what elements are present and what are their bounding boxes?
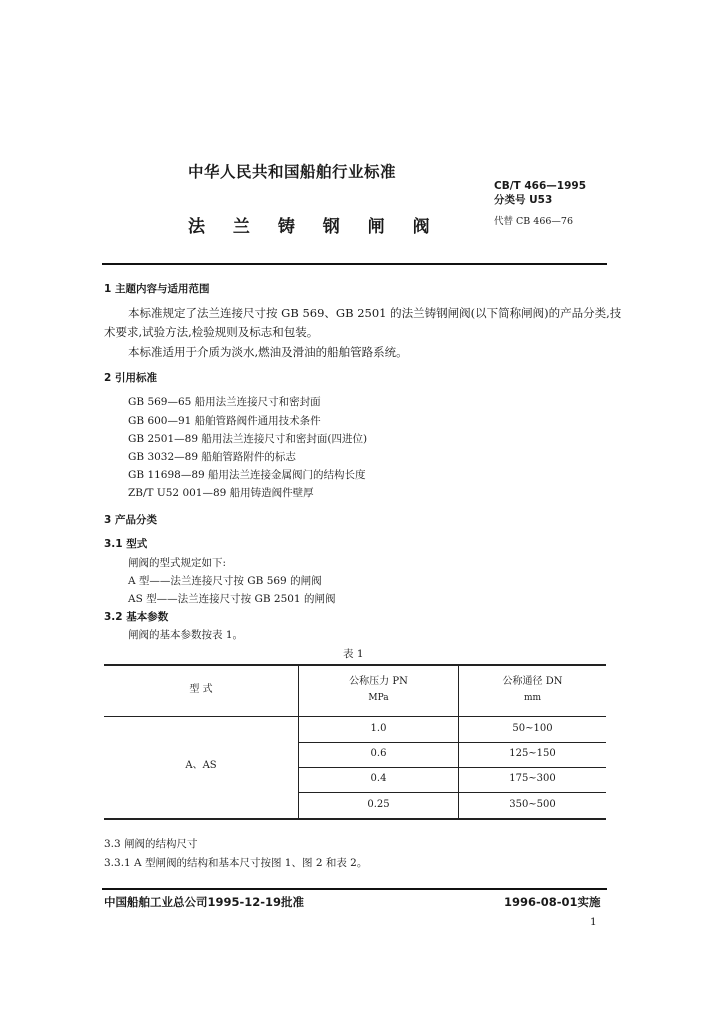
reference-item: GB 2501—89 船用法兰连接尺寸和密封面(四进位) bbox=[128, 433, 368, 445]
document-title: 法 兰 铸 钢 闸 阀 bbox=[188, 217, 436, 237]
header-nominal-diameter: 公称通径 DN bbox=[502, 676, 563, 687]
section-3-1-title: 3.1 型式 bbox=[104, 538, 148, 550]
reference-item: GB 3032—89 船舶管路附件的标志 bbox=[128, 451, 296, 463]
replaces-note: 代替 CB 466—76 bbox=[494, 216, 574, 227]
type-value: A、AS bbox=[185, 760, 217, 771]
effective-date: 1996-08-01实施 bbox=[504, 895, 601, 909]
header-diameter-unit: mm bbox=[523, 693, 542, 703]
type-a-definition: A 型——法兰连接尺寸按 GB 569 的闸阀 bbox=[128, 575, 322, 587]
header-type: 型 式 bbox=[189, 684, 213, 695]
section-1-paragraph-1-line-2: 术要求,试验方法,检验规则及标志和包装。 bbox=[104, 325, 319, 339]
table-cell-dn: 350~500 bbox=[509, 799, 556, 810]
type-as-definition: AS 型——法兰连接尺寸按 GB 2501 的闸阀 bbox=[128, 593, 336, 605]
reference-item: GB 569—65 船用法兰连接尺寸和密封面 bbox=[128, 396, 321, 408]
section-3-2-title: 3.2 基本参数 bbox=[104, 611, 169, 623]
table-cell-pn: 0.4 bbox=[370, 773, 387, 784]
class-code: 分类号 U53 bbox=[494, 194, 553, 206]
table-cell-dn: 50~100 bbox=[512, 723, 553, 734]
header-rule bbox=[102, 263, 607, 265]
header-nominal-pressure: 公称压力 PN bbox=[349, 676, 408, 687]
section-1-paragraph-1-line-1: 本标准规定了法兰连接尺寸按 GB 569、GB 2501 的法兰铸钢闸阀(以下简称闸阀)的产品分类,技 bbox=[128, 306, 622, 320]
section-1-title: 1 主题内容与适用范围 bbox=[104, 283, 210, 295]
header-pressure-unit: MPa bbox=[368, 693, 389, 703]
section-1-paragraph-2: 本标准适用于介质为淡水,燃油及滑油的船舶管路系统。 bbox=[128, 345, 408, 359]
table-cell-pn: 0.25 bbox=[367, 799, 390, 810]
section-3-3-1-text: 3.3.1 A 型闸阀的结构和基本尺寸按图 1、图 2 和表 2。 bbox=[104, 857, 368, 869]
section-3-2-text: 闸阀的基本参数按表 1。 bbox=[128, 629, 244, 641]
section-3-1-intro: 闸阀的型式规定如下: bbox=[128, 557, 227, 569]
table-cell-dn: 125~150 bbox=[509, 748, 556, 759]
table-1 bbox=[104, 664, 606, 820]
table-cell-pn: 1.0 bbox=[370, 723, 387, 734]
table-cell-pn: 0.6 bbox=[370, 748, 387, 759]
org-title: 中华人民共和国船舶行业标准 bbox=[188, 163, 397, 181]
reference-item: GB 600—91 船舶管路阀件通用技术条件 bbox=[128, 415, 321, 427]
section-3-title: 3 产品分类 bbox=[104, 514, 157, 526]
table-1-caption: 表 1 bbox=[343, 648, 364, 660]
table-cell-dn: 175~300 bbox=[509, 773, 556, 784]
approval-info: 中国船舶工业总公司1995-12-19批准 bbox=[104, 895, 305, 909]
standard-number: CB/T 466—1995 bbox=[494, 180, 587, 192]
page-number: 1 bbox=[590, 916, 597, 928]
footer-rule bbox=[102, 888, 607, 890]
reference-item: GB 11698—89 船用法兰连接金属阀门的结构长度 bbox=[128, 469, 366, 481]
section-2-title: 2 引用标准 bbox=[104, 372, 157, 384]
section-3-3-title: 3.3 闸阀的结构尺寸 bbox=[104, 838, 198, 850]
reference-item: ZB/T U52 001—89 船用铸造阀件壁厚 bbox=[128, 487, 314, 499]
